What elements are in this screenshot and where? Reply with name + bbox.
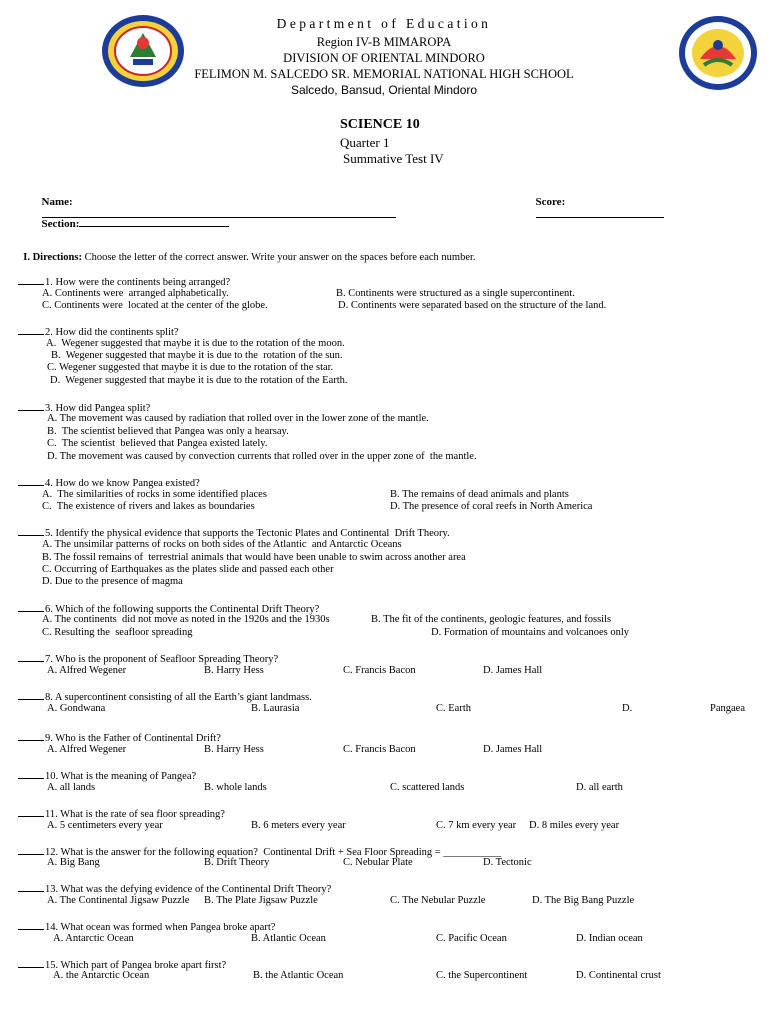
q12-option-c: C. Nebular Plate — [343, 857, 413, 868]
q14-option-a: A. Antarctic Ocean — [53, 933, 134, 944]
quarter-label: Quarter 1 — [340, 135, 390, 150]
q15-option-d: D. Continental crust — [576, 970, 661, 981]
question-2-text: 2. How did the continents split? — [45, 327, 179, 338]
q14-option-d: D. Indian ocean — [576, 933, 643, 944]
q3-option-b: B. The scientist believed that Pangea was only a hearsay. — [47, 426, 289, 437]
answer-blank-9[interactable] — [18, 731, 44, 741]
q12-option-d: D. Tectonic — [483, 857, 532, 868]
q9-option-a: A. Alfred Wegener — [47, 744, 127, 755]
directions-text: Choose the letter of the correct answer. Write your answer on the spaces before each number. — [81, 252, 476, 263]
question-14-text: 14. What ocean was formed when Pangea broke apart? — [45, 922, 276, 933]
q1-option-a: A. Continents were arranged alphabetically. — [42, 288, 229, 299]
q9-option-d: D. James Hall — [483, 744, 543, 755]
q10-option-a: A. all lands — [47, 782, 96, 793]
q10-option-d: D. all earth — [576, 782, 623, 793]
q2-option-b: B. Wegener suggested that maybe it is due to the rotation of the sun. — [51, 350, 343, 361]
question-11-text: 11. What is the rate of sea floor spreading? — [45, 809, 225, 820]
subject-title: SCIENCE 10 — [340, 117, 420, 132]
q13-option-b: B. The Plate Jigsaw Puzzle — [204, 895, 318, 906]
q9-option-c: C. Francis Bacon — [343, 744, 416, 755]
q13-option-d: D. The Big Bang Puzzle — [532, 895, 635, 906]
q4-option-d: D. The presence of coral reefs in North America — [390, 501, 593, 512]
q14-option-b: B. Atlantic Ocean — [251, 933, 326, 944]
dept-heading: Department of Education — [276, 16, 492, 31]
q4-option-a: A. The similarities of rocks in some identified places — [42, 489, 267, 500]
answer-blank-2[interactable] — [18, 325, 44, 335]
question-8-text: 8. A supercontinent consisting of all the Earth’s giant landmass. — [45, 692, 312, 703]
question-13-text: 13. What was the defying evidence of the Continental Drift Theory? — [45, 884, 332, 895]
q3-option-d: D. The movement was caused by convection currents that rolled over in the upper zone of the mantle. — [47, 451, 477, 462]
q1-option-d: D. Continents were separated based on the structure of the land. — [338, 300, 607, 311]
q10-option-b: B. whole lands — [204, 782, 267, 793]
q7-option-b: B. Harry Hess — [204, 665, 264, 676]
answer-blank-3[interactable] — [18, 401, 44, 411]
answer-blank-14[interactable] — [18, 920, 44, 930]
question-4-text: 4. How do we know Pangea existed? — [45, 478, 200, 489]
question-10 — [18, 769, 196, 784]
q1-option-c: C. Continents were located at the center of the globe. — [42, 300, 268, 311]
q15-option-c: C. the Supercontinent — [436, 970, 528, 981]
question-7-text: 7. Who is the proponent of Seafloor Spreading Theory? — [45, 654, 279, 665]
answer-blank-4[interactable] — [18, 476, 44, 486]
score-field[interactable] — [530, 184, 664, 221]
q6-option-c: C. Resulting the seafloor spreading — [42, 627, 193, 638]
q13-option-c: C. The Nebular Puzzle — [390, 895, 486, 906]
q3-option-c: C. The scientist believed that Pangea existed lately. — [47, 438, 268, 449]
name-label: Name: — [41, 196, 73, 208]
division-heading: DIVISION OF ORIENTAL MINDORO — [283, 51, 485, 65]
answer-blank-13[interactable] — [18, 882, 44, 892]
question-6-text: 6. Which of the following supports the Continental Drift Theory? — [45, 604, 320, 615]
q12-option-a: A. Big Bang — [47, 857, 100, 868]
q8-option-b: B. Laurasia — [251, 703, 300, 714]
q6-option-d: D. Formation of mountains and volcanoes only — [431, 627, 630, 638]
test-title: Summative Test IV — [343, 151, 444, 166]
q11-option-d: D. 8 miles every year — [529, 820, 620, 831]
answer-blank-5[interactable] — [18, 526, 44, 536]
question-10-text: 10. What is the meaning of Pangea? — [45, 771, 197, 782]
q4-option-b: B. The remains of dead animals and plants — [390, 489, 569, 500]
answer-blank-6[interactable] — [18, 602, 44, 612]
q1-option-b: B. Continents were structured as a single supercontinent. — [336, 288, 575, 299]
q2-option-d: D. Wegener suggested that maybe it is due to the rotation of the Earth. — [50, 375, 348, 386]
q11-option-b: B. 6 meters every year — [251, 820, 346, 831]
section-field[interactable] — [36, 205, 229, 230]
answer-blank-10[interactable] — [18, 769, 44, 779]
answer-blank-15[interactable] — [18, 958, 44, 968]
question-15-text: 15. Which part of Pangea broke apart first? — [45, 960, 227, 971]
question-12-text: 12. What is the answer for the following equation? Continental Drift + Sea Floor Spreading = ___________ — [45, 847, 502, 858]
directions — [18, 241, 476, 263]
question-5-text: 5. Identify the physical evidence that supports the Tectonic Plates and Continental Drift Theory. — [45, 528, 450, 539]
q10-option-c: C. scattered lands — [390, 782, 465, 793]
q5-option-d: D. Due to the presence of magma — [42, 576, 183, 587]
answer-blank-11[interactable] — [18, 807, 44, 817]
question-3-text: 3. How did Pangea split? — [45, 403, 151, 414]
question-9-text: 9. Who is the Father of Continental Drift? — [45, 733, 221, 744]
q8-option-d: D. — [622, 703, 633, 714]
q5-option-a: A. The unsimilar patterns of rocks on both sides of the Atlantic and Antarctic Oceans — [42, 539, 402, 550]
q3-option-a: A. The movement was caused by radiation that rolled over in the lower zone of the mantle. — [47, 413, 429, 424]
q5-option-c: C. Occurring of Earthquakes as the plates slide and passed each other — [42, 564, 334, 575]
school-address: Salcedo, Bansud, Oriental Mindoro — [290, 83, 478, 97]
answer-blank-1[interactable] — [18, 275, 44, 285]
q6-option-b: B. The fit of the continents, geologic features, and fossils — [371, 614, 612, 625]
q4-option-c: C. The existence of rivers and lakes as boundaries — [42, 501, 255, 512]
answer-blank-8[interactable] — [18, 690, 44, 700]
answer-blank-7[interactable] — [18, 652, 44, 662]
q7-option-c: C. Francis Bacon — [343, 665, 416, 676]
q2-option-c: C. Wegener suggested that maybe it is due to the rotation of the star. — [47, 362, 334, 373]
q5-option-b: B. The fossil remains of terrestrial animals that would have been unable to swim across another area — [42, 552, 466, 563]
q13-option-a: A. The Continental Jigsaw Puzzle — [47, 895, 190, 906]
q7-option-a: A. Alfred Wegener — [47, 665, 127, 676]
directions-label: I. Directions: — [23, 252, 82, 263]
q15-option-a: A. the Antarctic Ocean — [53, 970, 150, 981]
q7-option-d: D. James Hall — [483, 665, 543, 676]
q8-option-c: C. Earth — [436, 703, 471, 714]
q11-option-c: C. 7 km every year — [436, 820, 517, 831]
q8-option-a: A. Gondwana — [47, 703, 106, 714]
q6-option-a: A. The continents did not move as noted in the 1920s and the 1930s — [42, 614, 330, 625]
answer-blank-12[interactable] — [18, 845, 44, 855]
q8-option-d-text: Pangaea — [710, 703, 745, 714]
section-line[interactable] — [79, 217, 229, 227]
school-heading: FELIMON M. SALCEDO SR. MEMORIAL NATIONAL HIGH SCHOOL — [194, 67, 574, 81]
q9-option-b: B. Harry Hess — [204, 744, 264, 755]
section-label: Section: — [41, 218, 80, 230]
question-1-text: 1. How were the continents being arranged? — [45, 277, 231, 288]
score-line[interactable] — [536, 208, 664, 218]
score-label: Score: — [535, 196, 566, 208]
region-heading: Region IV-B MIMAROPA — [316, 35, 452, 49]
q2-option-a: A. Wegener suggested that maybe it is due to the rotation of the moon. — [46, 338, 345, 349]
q12-option-b: B. Drift Theory — [204, 857, 270, 868]
q11-option-a: A. 5 centimeters every year — [47, 820, 163, 831]
q14-option-c: C. Pacific Ocean — [436, 933, 507, 944]
q15-option-b: B. the Atlantic Ocean — [253, 970, 344, 981]
